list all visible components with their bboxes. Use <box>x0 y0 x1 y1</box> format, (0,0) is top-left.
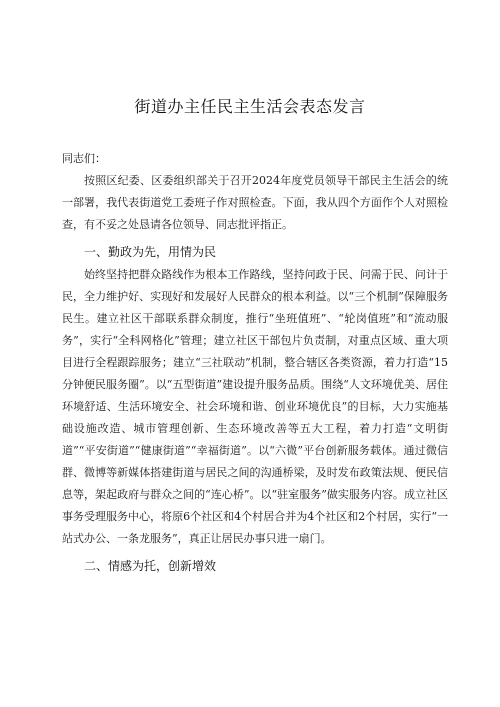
section-heading-1: 一、勤政为先，用情为民 <box>84 245 217 259</box>
section-paragraph-1: 始终坚持把群众路线作为根本工作路线，坚持问政于民、问需于民、问计于民，全力维护好、实现好和发展好人民群众的根本利益。以“三个机制”保障服务民生。建立社区干部联系群众制度，推行“坐班值班”、“轮岗值班”和“流动服务”，实行“全科网格化”管理；建立社区干部包片负责制，对重点区域、重大项目进行全程跟踪服务；建立“三社联动”机制，整合辖区各类资源，着力打造“15分钟便民服务圈”。以“五型街道”建设提升服务品质。围绕“人文环境优美、居住环境舒适、生活环境安全、社会环境和谐、创业环境优良”的目标，大力实施基础设施改造、城市管理创新、生态环境改善等五大工程，着力打造“文明街道”“平安街道”“健康街道”“幸福街道”。以“六微”平台创新服务载体。通过微信群、微博等新媒体搭建街道与居民之间的沟通桥梁，及时发布政策法规、便民信息等，架起政府与群众之间的“连心桥”。以“驻室服务”做实服务内容。成立社区事务受理服务中心，将原6个社区和4个村居合并为4个社区和2个村居，实行“一站式办公、一条龙服务”，真正让居民办事只进一扇门。 <box>62 268 448 545</box>
intro-paragraph: 按照区纪委、区委组织部关于召开2024年度党员领导干部民主生活会的统一部署，我代表街道党工委班子作对照检查。下面，我从四个方面作个人对照检查，有不妥之处恳请各位领导、同志批评指正。 <box>62 174 448 231</box>
salutation: 同志们： <box>62 152 106 165</box>
document-title: 街道办主任民主生活会表态发言 <box>134 97 366 116</box>
document-body <box>62 148 448 578</box>
section-heading-2: 二、情感为托，创新增效 <box>84 559 217 573</box>
